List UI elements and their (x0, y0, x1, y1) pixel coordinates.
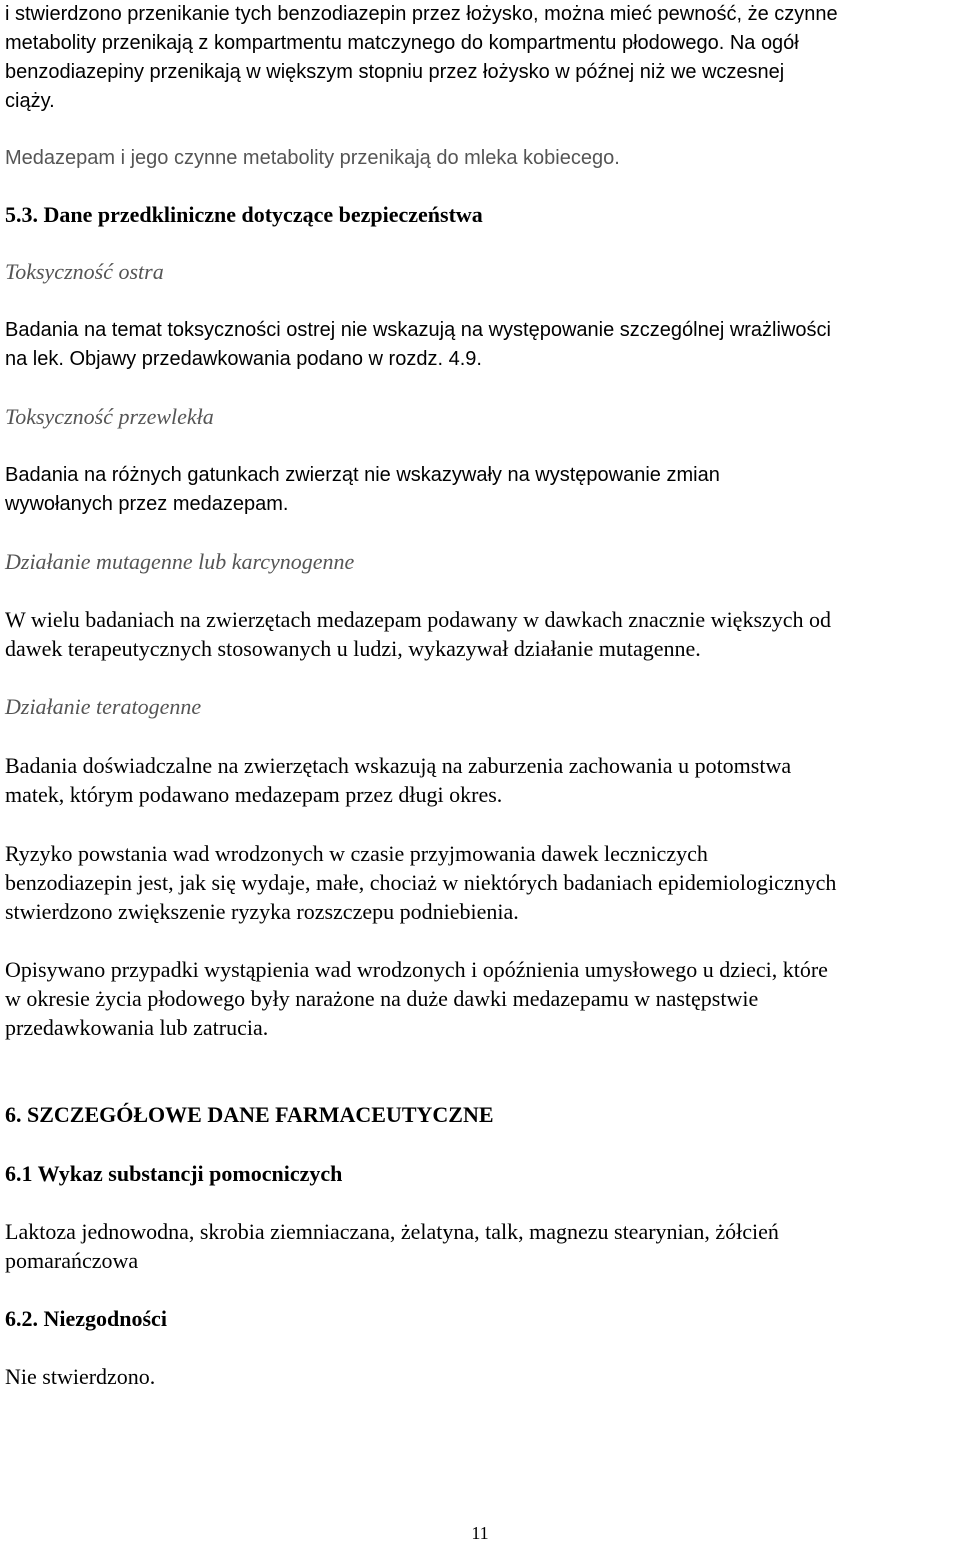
teratogenic-heading: Działanie teratogenne (5, 694, 202, 719)
mutagenic-line-1: W wielu badaniach na zwierzętach medazepam podawany w dawkach znacznie większych od (5, 607, 832, 632)
excipients-heading: 6.1 Wykaz substancji pomocniczych (5, 1161, 343, 1186)
mutagenic-line-2: dawek terapeutycznych stosowanych u ludzi, wykazywał działanie mutagenne. (5, 636, 701, 661)
excipients-line-1: Laktoza jednowodna, skrobia ziemniaczana, żelatyna, talk, magnezu stearynian, żółcień (5, 1219, 779, 1244)
chronic-toxicity-line-2: wywołanych przez medazepam. (5, 493, 289, 515)
intro-line-1: i stwierdzono przenikanie tych benzodiazepin przez łożysko, można mieć pewność, że czynne (5, 3, 838, 25)
acute-toxicity-line-1: Badania na temat toksyczności ostrej nie wskazują na występowanie szczególnej wrażliwości (5, 319, 831, 341)
excipients-line-2: pomarańczowa (5, 1248, 139, 1273)
cases-line-1: Opisywano przypadki wystąpienia wad wrodzonych i opóźnienia umysłowego u dzieci, które (5, 957, 828, 982)
cases-line-3: przedawkowania lub zatrucia. (5, 1015, 269, 1040)
acute-toxicity-line-2: na lek. Objawy przedawkowania podano w rozdz. 4.9. (5, 348, 482, 370)
chronic-toxicity-heading: Toksyczność przewlekła (5, 404, 214, 429)
section-6-heading: 6. SZCZEGÓŁOWE DANE FARMACEUTYCZNE (5, 1102, 494, 1127)
risk-line-3: stwierdzono zwiększenie ryzyka rozszczepu podniebienia. (5, 899, 519, 924)
mutagenic-heading: Działanie mutagenne lub karcynogenne (5, 549, 355, 574)
chronic-toxicity-line-1: Badania na różnych gatunkach zwierząt nie wskazywały na występowanie zmian (5, 464, 720, 486)
cases-line-2: w okresie życia płodowego były narażone na duże dawki medazepamu w następstwie (5, 986, 759, 1011)
milk-paragraph: Medazepam i jego czynne metabolity przenikają do mleka kobiecego. (5, 147, 620, 169)
teratogenic-line-2: matek, którym podawano medazepam przez długi okres. (5, 782, 503, 807)
teratogenic-line-1: Badania doświadczalne na zwierzętach wskazują na zaburzenia zachowania u potomstwa (5, 753, 792, 778)
intro-line-3: benzodiazepiny przenikają w większym stopniu przez łożysko w późnej niż we wczesnej (5, 61, 785, 83)
incompatibilities-heading: 6.2. Niezgodności (5, 1306, 167, 1331)
incompatibilities-text: Nie stwierdzono. (5, 1364, 156, 1389)
intro-line-2: metabolity przenikają z kompartmentu matczynego do kompartmentu płodowego. Na ogół (5, 32, 799, 54)
risk-line-2: benzodiazepin jest, jak się wydaje, małe, chociaż w niektórych badaniach epidemiologicznych (5, 870, 837, 895)
risk-line-1: Ryzyko powstania wad wrodzonych w czasie przyjmowania dawek leczniczych (5, 841, 708, 866)
section-5-3-heading: 5.3. Dane przedkliniczne dotyczące bezpieczeństwa (5, 202, 483, 227)
page-number: 11 (471, 1523, 489, 1543)
acute-toxicity-heading: Toksyczność ostra (5, 259, 164, 284)
intro-line-4: ciąży. (5, 90, 55, 112)
